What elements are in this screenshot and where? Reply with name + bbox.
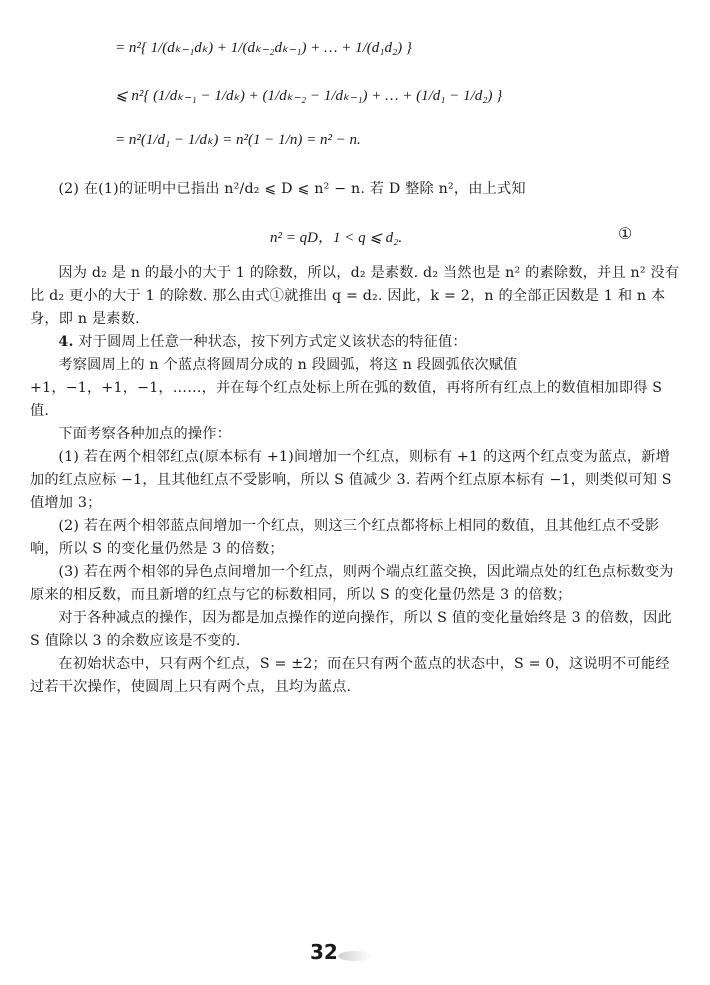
- paragraph-1: 因为 d₂ 是 n 的最小的大于 1 的除数，所以，d₂ 是素数. d₂ 当然也是 n² 的素除数，并且 n² 没有比 d₂ 更小的大于 1 的除数. 那么由式①就推出 q = d₂. 因此，k = 2，n 的全部正因数是 1 和 n 本身，即 n 是素数.: [30, 265, 680, 327]
- equation-line-2: ⩽ n²{ (1/dₖ₋₁ − 1/dₖ) + (1/dₖ₋₂ − 1/dₖ₋₁) + … + (1/d₁ − 1/d₂) }: [115, 88, 503, 104]
- page-number-swoosh: [338, 951, 372, 961]
- paragraph-8: 对于各种减点的操作，因为都是加点操作的逆向操作，所以 S 值的变化量始终是 3 的倍数，因此 S 值除以 3 的余数应该是不变的.: [30, 610, 672, 649]
- centered-equation: n² = qD，1 < q ⩽ d₂.: [270, 230, 403, 246]
- equation-line-3: = n²(1/d₁ − 1/dₖ) = n²(1 − 1/n) = n² − n.: [115, 132, 361, 148]
- paragraph-6: (2) 若在两个相邻蓝点间增加一个红点，则这三个红点都将标上相同的数值，且其他红点不受影响，所以 S 的变化量仍然是 3 的倍数；: [30, 518, 660, 557]
- paragraph-3: 考察圆周上的 n 个蓝点将圆周分成的 n 段圆弧，将这 n 段圆弧依次赋值 +1，−1，+1，−1，……，并在每个红点处标上所在弧的数值，再将所有红点上的数值相加即得 S 值.: [30, 357, 663, 419]
- problem-number: 4.: [58, 334, 74, 350]
- paragraph-2: [30, 331, 680, 354]
- paragraph-9: 在初始状态中，只有两个红点，S = ±2；而在只有两个蓝点的状态中，S = 0，这说明不可能经过若干次操作，使圆周上只有两个点，且均为蓝点.: [30, 656, 670, 695]
- part2-intro: [30, 178, 680, 201]
- paragraph-2-text: 对于圆周上任意一种状态，按下列方式定义该状态的特征值：: [73, 334, 467, 350]
- paragraph-5: (1) 若在两个相邻红点(原本标有 +1)间增加一个红点，则标有 +1 的这两个红点变为蓝点，新增加的红点应标 −1，且其他红点不受影响，所以 S 值减少 3. 若两个红点原本标有 −1，则类似可知 S 值增加 3；: [30, 449, 672, 511]
- body-text: [30, 262, 680, 699]
- equation-marker: ①: [618, 224, 633, 243]
- page-number: 32: [310, 940, 338, 964]
- paragraph-7: (3) 若在两个相邻的异色点间增加一个红点，则两个端点红蓝交换，因此端点处的红色点标数变为原来的相反数，而且新增的红点与它的标数相同，所以 S 的变化量仍然是 3 的倍数；: [30, 564, 674, 603]
- equation-line-1: = n²{ 1/(dₖ₋₁dₖ) + 1/(dₖ₋₂dₖ₋₁) + … + 1/(d₁d₂) }: [115, 40, 412, 56]
- paragraph-4: 下面考察各种加点的操作：: [58, 426, 232, 442]
- part2-intro-text: (2) 在(1)的证明中已指出 n²/d₂ ⩽ D ⩽ n² − n. 若 D 整除 n²，由上式知: [58, 181, 526, 197]
